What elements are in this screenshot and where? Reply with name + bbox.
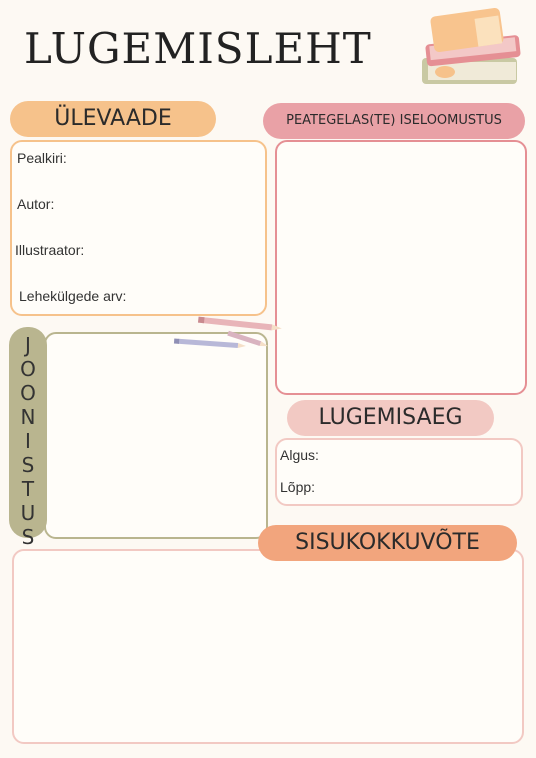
field-pages-label: Lehekülgede arv: bbox=[19, 288, 127, 304]
drawing-letter: O bbox=[20, 381, 36, 405]
drawing-letter: S bbox=[21, 453, 35, 477]
books-stack-icon bbox=[410, 6, 528, 96]
reading-time-heading: LUGEMISAEG bbox=[287, 400, 494, 436]
drawing-letter: J bbox=[25, 333, 31, 357]
pencils-icon bbox=[170, 314, 290, 356]
drawing-letter: S bbox=[21, 525, 35, 549]
drawing-letter: I bbox=[25, 429, 31, 453]
summary-box[interactable] bbox=[12, 549, 524, 744]
overview-box[interactable] bbox=[10, 140, 267, 316]
drawing-box[interactable] bbox=[44, 332, 268, 539]
overview-heading: ÜLEVAADE bbox=[10, 101, 216, 137]
field-illustrator-label: Illustraator: bbox=[15, 242, 85, 258]
start-label: Algus: bbox=[280, 447, 319, 463]
drawing-letter: T bbox=[21, 477, 35, 501]
drawing-letter: U bbox=[20, 501, 36, 525]
character-box[interactable] bbox=[275, 140, 527, 395]
summary-heading: SISUKOKKUVÕTE bbox=[258, 525, 517, 561]
end-label: Lõpp: bbox=[280, 479, 316, 495]
character-heading: PEATEGELAS(TE) ISELOOMUSTUS bbox=[263, 103, 525, 139]
field-title-label: Pealkiri: bbox=[17, 150, 67, 166]
drawing-letter: O bbox=[20, 357, 36, 381]
drawing-letter: N bbox=[20, 405, 36, 429]
drawing-vertical-heading bbox=[9, 327, 47, 549]
field-author-label: Autor: bbox=[17, 196, 55, 212]
page-title: LUGEMISLEHT bbox=[24, 24, 372, 73]
reading-time-box[interactable] bbox=[275, 438, 523, 506]
